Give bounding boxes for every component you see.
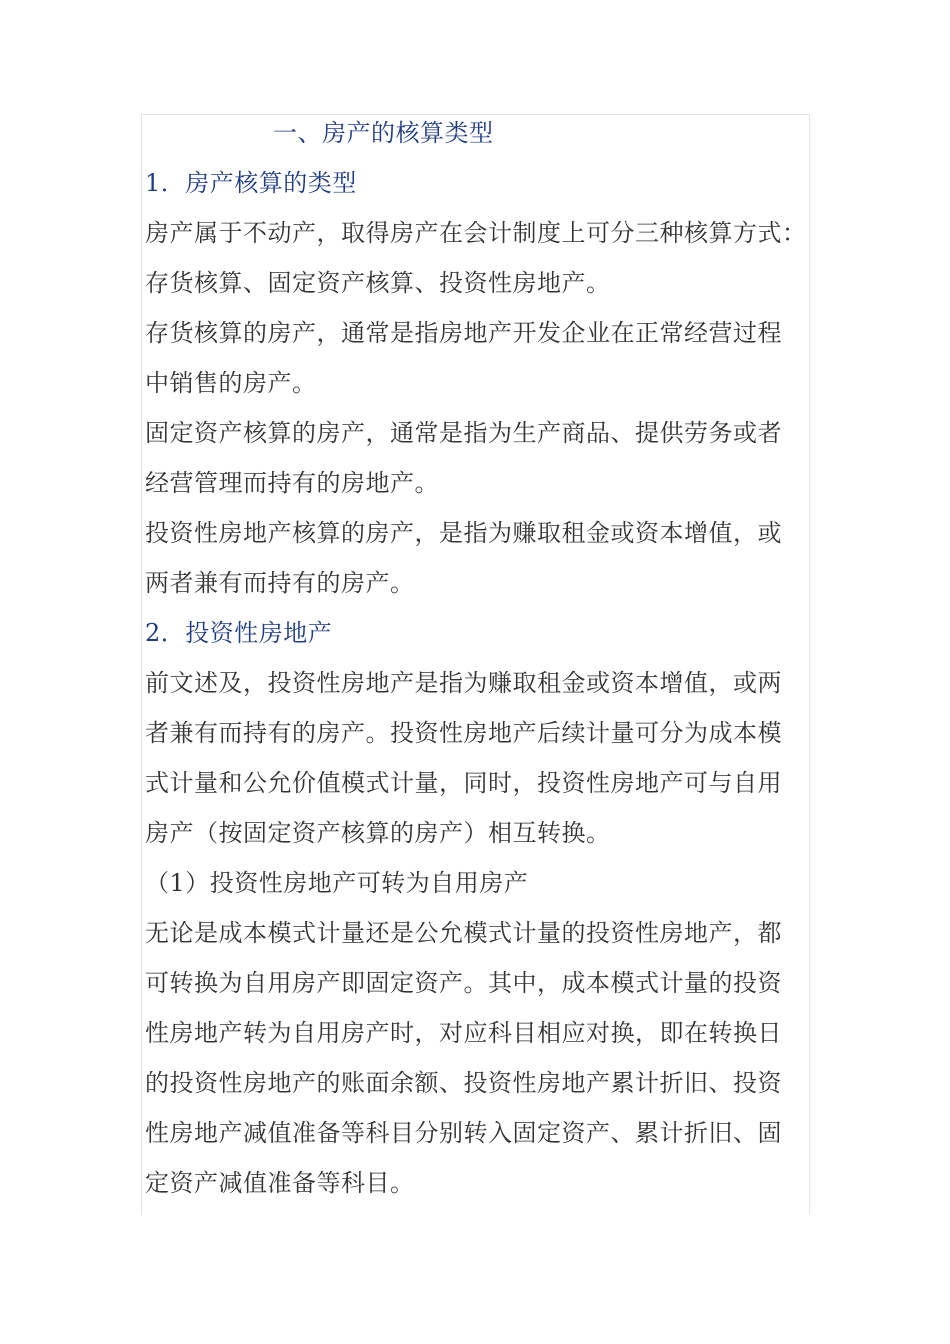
paragraph-line: 房产（按固定资产核算的房产）相互转换。 [145,819,611,847]
paragraph-line: 性房地产转为自用房产时，对应科目相应对换，即在转换日 [145,1019,782,1047]
section-heading-2: 2．投资性房地产 [145,619,333,647]
paragraph-line: 存货核算、固定资产核算、投资性房地产。 [145,269,611,297]
paragraph-line: 者兼有而持有的房产。投资性房地产后续计量可分为成本模 [145,719,782,747]
paragraph-line: 房产属于不动产，取得房产在会计制度上可分三种核算方式： [145,219,807,247]
paragraph-line: 无论是成本模式计量还是公允模式计量的投资性房地产，都 [145,919,782,947]
paragraph-line: 前文述及，投资性房地产是指为赚取租金或资本增值，或两 [145,669,782,697]
subsection-heading: （1）投资性房地产可转为自用房产 [145,869,529,897]
paragraph-line: 可转换为自用房产即固定资产。其中，成本模式计量的投资 [145,969,782,997]
paragraph-line: 中销售的房产。 [145,369,317,397]
paragraph-line: 经营管理而持有的房地产。 [145,469,439,497]
document-title: 一、房产的核算类型 [273,119,494,147]
paragraph-4 [145,508,811,608]
paragraph-line: 的投资性房地产的账面余额、投资性房地产累计折旧、投资 [145,1069,782,1097]
paragraph-3 [145,408,811,508]
paragraph-line: 定资产减值准备等科目。 [145,1169,415,1197]
paragraph-6 [145,908,811,1208]
paragraph-line: 两者兼有而持有的房产。 [145,569,415,597]
paragraph-line: 性房地产减值准备等科目分别转入固定资产、累计折旧、固 [145,1119,782,1147]
paragraph-line: 固定资产核算的房产，通常是指为生产商品、提供劳务或者 [145,419,782,447]
document-body [145,108,811,1208]
paragraph-1 [145,208,811,308]
paragraph-line: 式计量和公允价值模式计量，同时，投资性房地产可与自用 [145,769,782,797]
paragraph-2 [145,308,811,408]
section-heading-1: 1．房产核算的类型 [145,169,357,197]
paragraph-5 [145,658,811,858]
paragraph-line: 存货核算的房产，通常是指房地产开发企业在正常经营过程 [145,319,782,347]
paragraph-line: 投资性房地产核算的房产，是指为赚取租金或资本增值，或 [145,519,782,547]
